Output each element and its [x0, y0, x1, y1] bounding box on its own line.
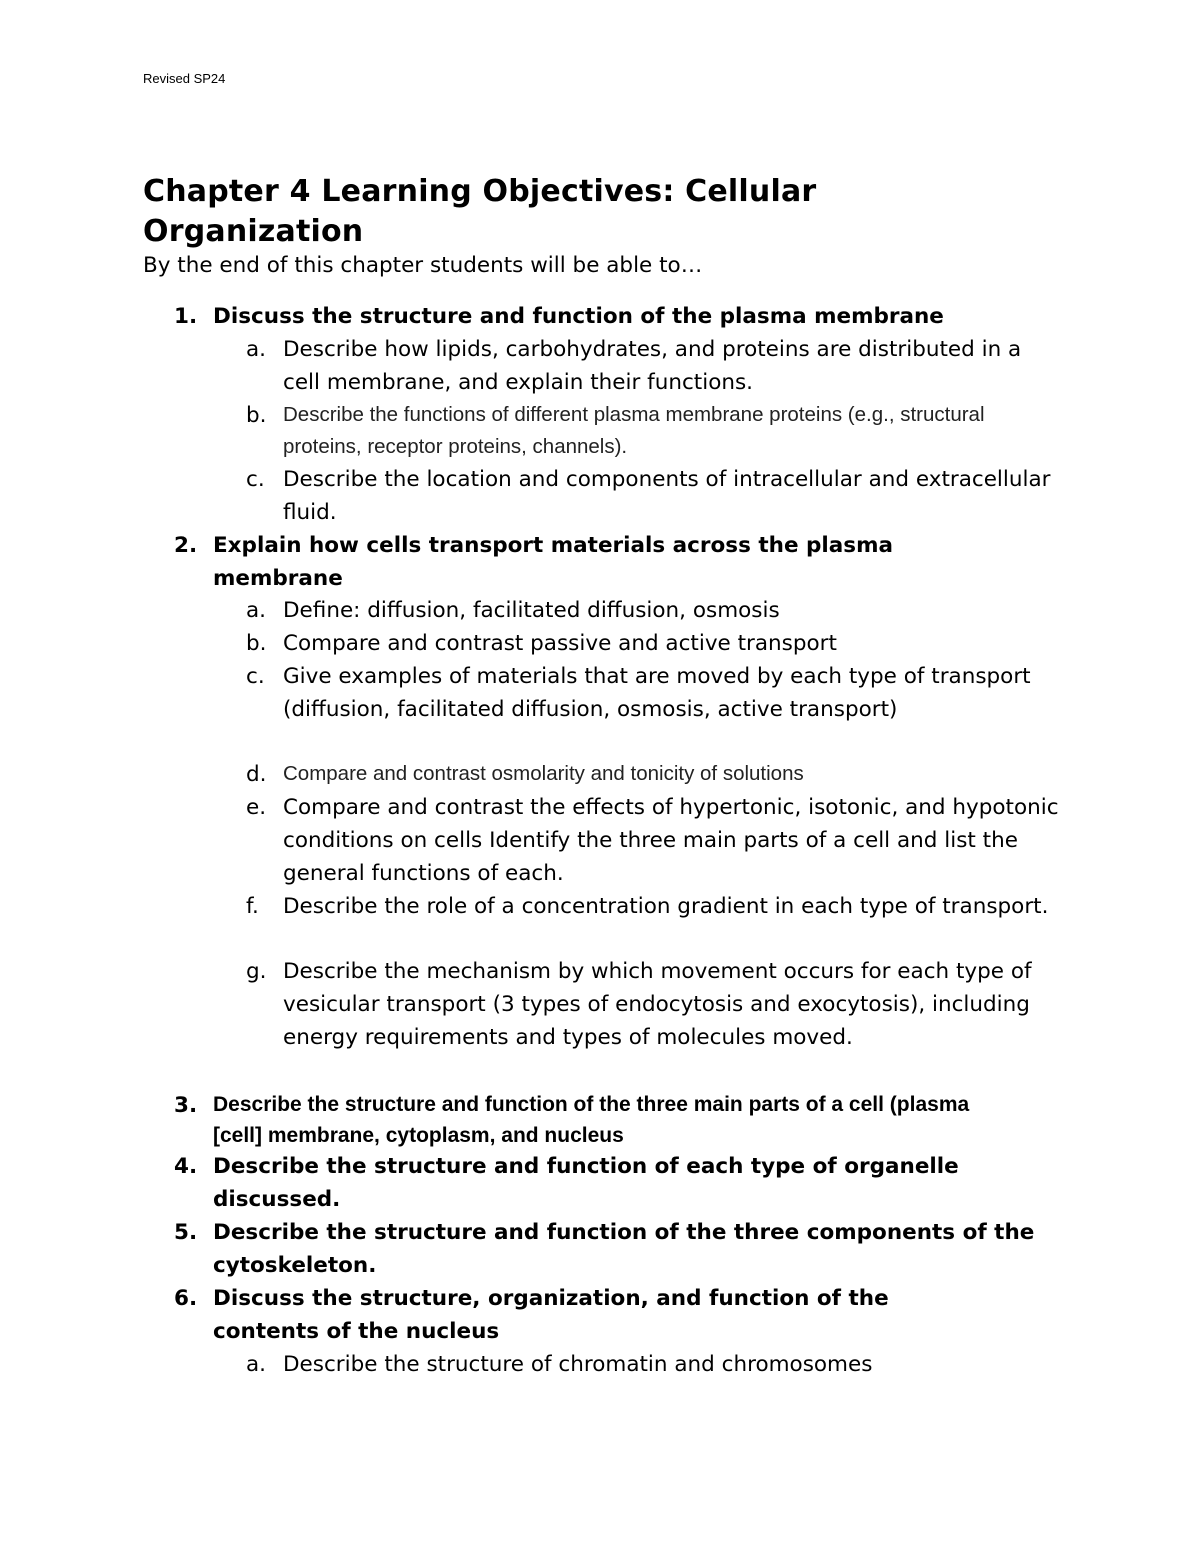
sub-objective-text: Compare and contrast the effects of hypertonic, isotonic, and hypotonic conditions on cells Identify the three main parts of a cell and list the general functions of each. [283, 795, 1059, 886]
objective-number: 6. [174, 1286, 198, 1311]
sub-objective-text: Describe the structure of chromatin and chromosomes [283, 1352, 873, 1377]
objective-text: Describe the structure and function of the three main parts of a cell (plasma [cell] membrane, cytoplasm, and nucleus [213, 1093, 970, 1147]
objective-number: 2. [174, 533, 198, 558]
objective-text: Discuss the structure, organization, and function of the contents of the nucleus [213, 1286, 889, 1344]
sub-objective-letter: c. [246, 467, 265, 492]
objective-text: Discuss the structure and function of the plasma membrane [213, 304, 944, 329]
intro-text: By the end of this chapter students will be able to… [143, 253, 703, 278]
sub-objective-text: Compare and contrast osmolarity and tonicity of solutions [283, 762, 804, 785]
sub-objective-text: Define: diffusion, facilitated diffusion, osmosis [283, 598, 780, 623]
sub-objective-text: Describe the role of a concentration gradient in each type of transport. [283, 894, 1049, 919]
sub-objective-letter: a. [246, 598, 267, 623]
sub-objective-letter: b. [246, 631, 267, 656]
objective-number: 1. [174, 304, 198, 329]
sub-objective-text: Describe the functions of different plasma membrane proteins (e.g., structural proteins, receptor proteins, channels). [283, 403, 985, 458]
sub-objective-text: Give examples of materials that are moved by each type of transport (diffusion, facilitated diffusion, osmosis, active transport) [283, 664, 1031, 722]
sub-objective-letter: e. [246, 795, 267, 820]
page-title: Chapter 4 Learning Objectives: Cellular Organization [143, 174, 817, 249]
sub-objective-text: Describe the mechanism by which movement occurs for each type of vesicular transport (3 types of endocytosis and exocytosis), including energy requirements and types of molecules moved. [283, 959, 1032, 1050]
sub-objective-letter: f. [246, 894, 259, 919]
objective-number: 5. [174, 1220, 198, 1245]
sub-objective-letter: g. [246, 959, 267, 984]
objective-text: Explain how cells transport materials across the plasma membrane [213, 533, 894, 591]
sub-objective-letter: d. [246, 762, 267, 787]
objective-number: 4. [174, 1154, 198, 1179]
objective-text: Describe the structure and function of the three components of the cytoskeleton. [213, 1220, 1035, 1278]
sub-objective-text: Describe how lipids, carbohydrates, and proteins are distributed in a cell membrane, and explain their functions. [283, 337, 1022, 395]
sub-objective-letter: a. [246, 1352, 267, 1377]
sub-objective-letter: a. [246, 337, 267, 362]
sub-objective-letter: b. [246, 403, 267, 428]
objective-number: 3. [174, 1093, 198, 1118]
revision-label: Revised SP24 [143, 71, 226, 86]
sub-objective-letter: c. [246, 664, 265, 689]
objective-text: Describe the structure and function of each type of organelle discussed. [213, 1154, 959, 1212]
sub-objective-text: Compare and contrast passive and active transport [283, 631, 837, 656]
sub-objective-text: Describe the location and components of intracellular and extracellular fluid. [283, 467, 1051, 525]
